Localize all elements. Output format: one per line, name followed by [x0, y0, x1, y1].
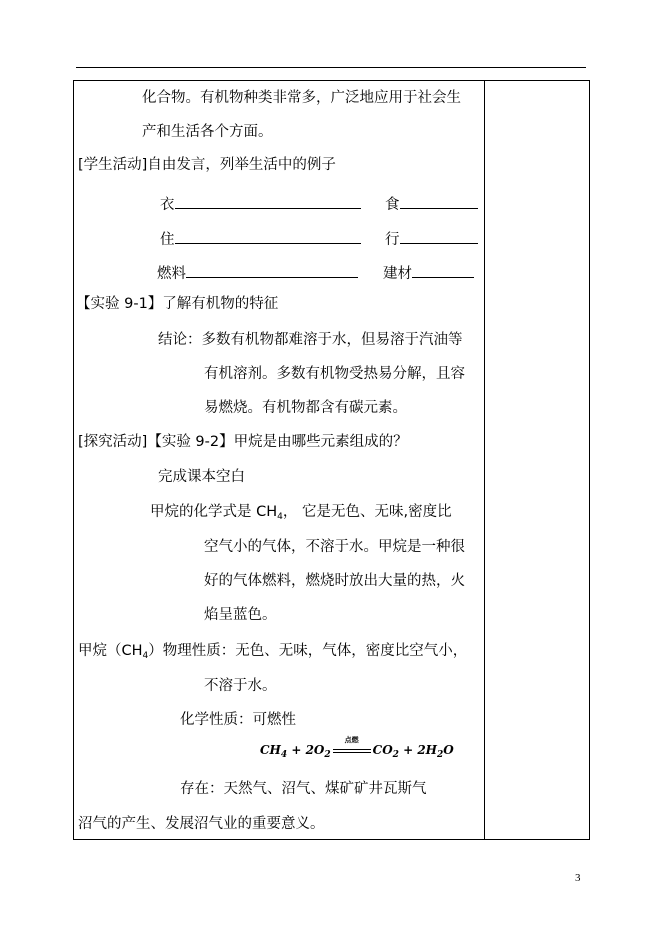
physical-properties-line: 甲烷$(CH_4)$物理性质：无色、无味，气体，密度比空气小，: [78, 643, 468, 661]
experiment-9-2-heading: [探究活动]【实验 9-2】甲烷是由哪些元素组成的？: [78, 434, 408, 450]
biogas-line: 沼气的产生、发展沼气业的重要意义。: [78, 816, 325, 832]
answer-blank: [412, 263, 474, 278]
blank-item-food: 食: [385, 194, 478, 213]
existence-line: 存在：天然气、沼气、煤矿矿井瓦斯气: [180, 781, 427, 797]
chemical-properties-line: 化学性质：可燃性: [180, 712, 296, 728]
answer-blank: [175, 194, 361, 209]
combustion-equation: $CH_4 + 2O_2$ 点燃 $CO_2 + 2H_2O$: [260, 734, 454, 760]
page-number: 3: [575, 872, 581, 884]
notes-cell: [484, 80, 590, 840]
conclusion-line: 结论：多数有机物都难溶于水，但易溶于汽油等: [158, 332, 463, 348]
methane-description-line: 空气小的气体，不溶于水。甲烷是一种很: [204, 539, 465, 555]
blank-item-travel: 行: [385, 229, 478, 248]
blank-item-clothing: 衣: [160, 194, 361, 213]
instruction-line: 完成课本空白: [158, 469, 245, 485]
text-line: 产和生活各个方面。: [142, 124, 273, 140]
experiment-9-1-heading: 【实验 9-1】了解有机物的特征: [76, 296, 279, 312]
methane-formula-line: 甲烷的化学式是 $CH_4$， 它是无色、无味,密度比: [150, 504, 452, 522]
answer-blank: [186, 263, 358, 278]
header-rule: [76, 67, 586, 68]
methane-description-line: 焰呈蓝色。: [204, 607, 277, 623]
blank-item-building: 建材: [383, 263, 474, 282]
student-activity-line: [学生活动]自由发言，列举生活中的例子: [78, 157, 336, 173]
answer-blank: [400, 229, 478, 244]
physical-properties-line: 不溶于水。: [204, 678, 277, 694]
blank-item-fuel: 燃料: [157, 263, 358, 282]
blank-item-housing: 住: [160, 229, 361, 248]
text-line: 化合物。有机物种类非常多，广泛地应用于社会生: [142, 90, 461, 106]
conclusion-line: 有机溶剂。多数有机物受热易分解，且容: [204, 366, 465, 382]
reaction-condition: 点燃: [331, 745, 373, 757]
methane-description-line: 好的气体燃料，燃烧时放出大量的热，火: [204, 573, 465, 589]
conclusion-line: 易燃烧。有机物都含有碳元素。: [204, 400, 407, 416]
answer-blank: [175, 229, 361, 244]
answer-blank: [400, 194, 478, 209]
